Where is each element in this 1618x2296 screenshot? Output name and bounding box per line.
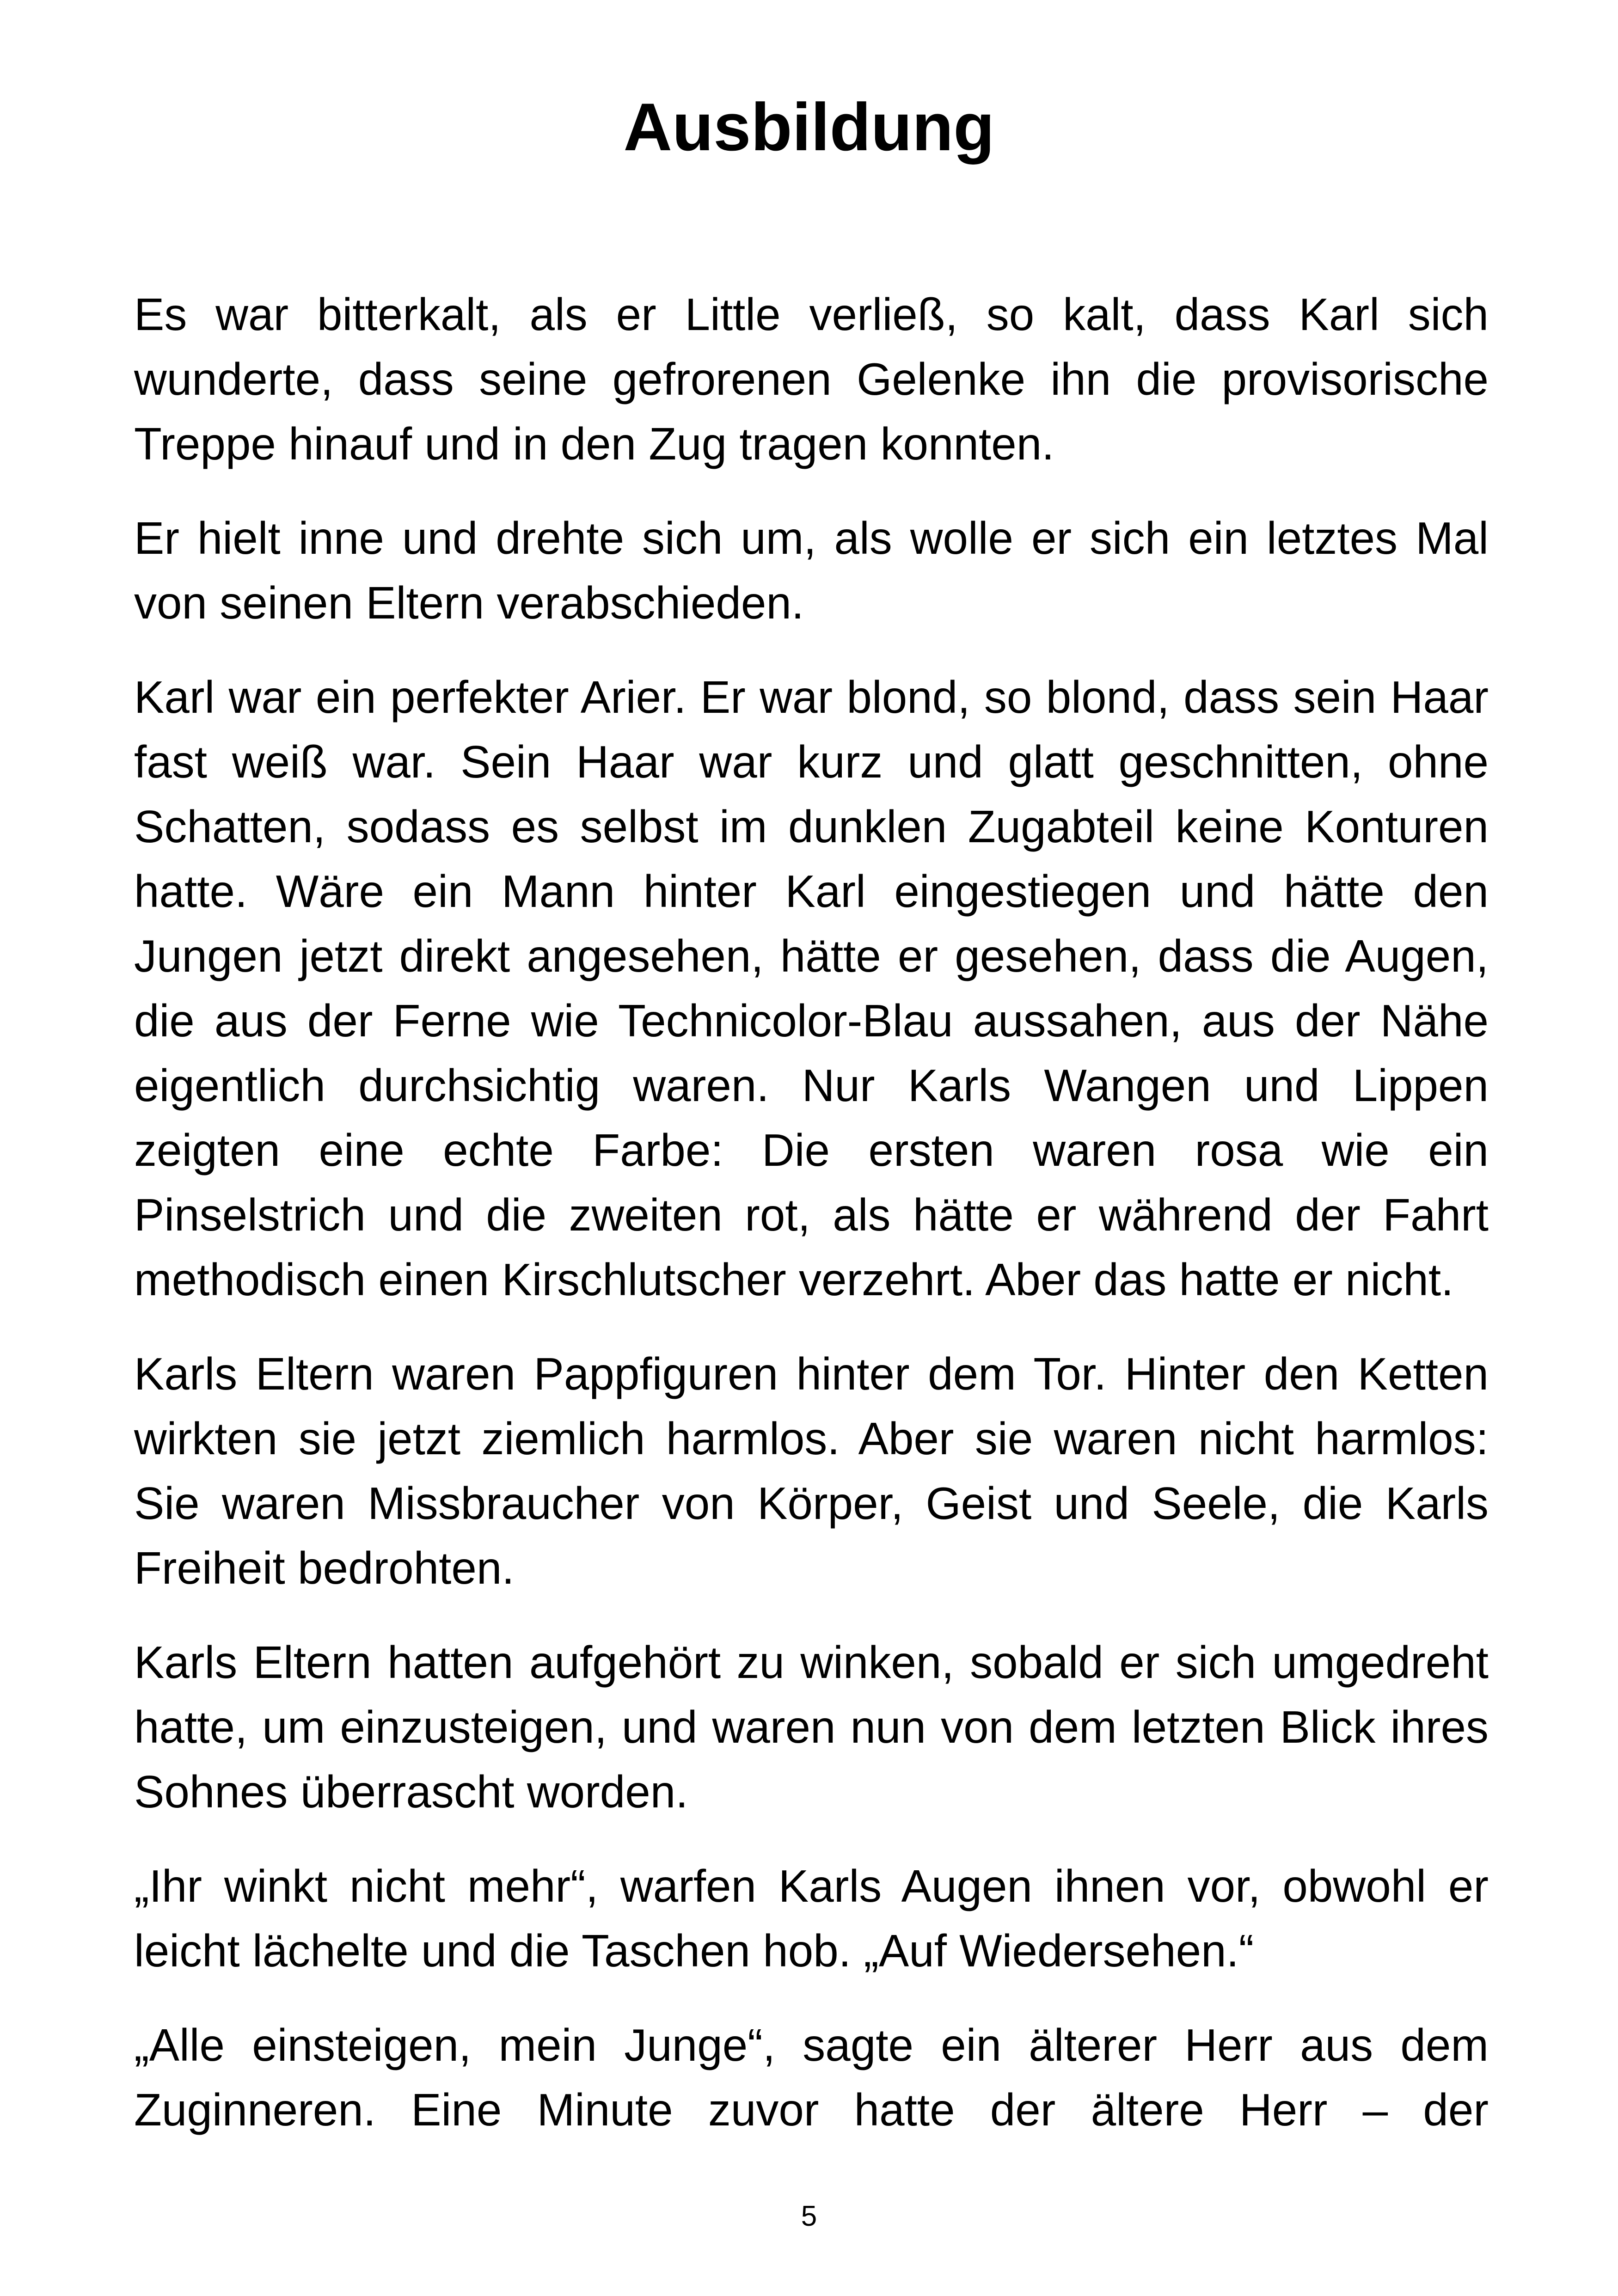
page-number: 5 — [801, 2200, 817, 2232]
paragraph: Karl war ein perfekter Arier. Er war blond, so blond, dass sein Haar fast weiß war. Sein Haar war kurz und glatt geschnitten, ohne Schatten, sodass es selbst im dunklen Zugabteil keine Konturen hatte. Wäre ein Mann hinter Karl eingestiegen und hätte den Jungen jetzt direkt angesehen, hätte er gesehen, dass die Augen, die aus der Ferne wie Technicolor-Blau aussahen, aus der Nähe eigentlich durchsichtig waren. Nur Karls Wangen und Lippen zeigten eine echte Farbe: Die ersten waren rosa wie ein Pinselstrich und die zweiten rot, als hätte er während der Fahrt methodisch einen Kirschlutscher verzehrt. Aber das hatte er nicht. — [134, 672, 1489, 1305]
paragraph: Karls Eltern waren Pappfiguren hinter dem Tor. Hinter den Ketten wirkten sie jetzt ziemlich harmlos. Aber sie waren nicht harmlos: Sie waren Missbraucher von Körper, Geist und Seele, die Karls Freiheit bedrohten. — [134, 1348, 1489, 1593]
chapter-title: Ausbildung — [623, 89, 995, 165]
paragraph: Karls Eltern hatten aufgehört zu winken, sobald er sich umgedreht hatte, um einzusteigen, und waren nun von dem letzten Blick ihres Sohnes überrascht worden. — [134, 1637, 1489, 1817]
paragraph: Es war bitterkalt, als er Little verließ, so kalt, dass Karl sich wunderte, dass seine gefrorenen Gelenke ihn die provisorische Treppe hinauf und in den Zug tragen konnten. — [134, 289, 1489, 469]
paragraph: Er hielt inne und drehte sich um, als wolle er sich ein letztes Mal von seinen Eltern verabschieden. — [134, 513, 1489, 628]
body-text — [134, 282, 1489, 2172]
paragraph: „Alle einsteigen, mein Junge“, sagte ein älterer Herr aus dem Zuginneren. Eine Minute zuvor hatte der ältere Herr – der — [134, 2020, 1489, 2135]
paragraph: „Ihr winkt nicht mehr“, warfen Karls Augen ihnen vor, obwohl er leicht lächelte und die Taschen hob. „Auf Wiedersehen.“ — [134, 1861, 1489, 1976]
